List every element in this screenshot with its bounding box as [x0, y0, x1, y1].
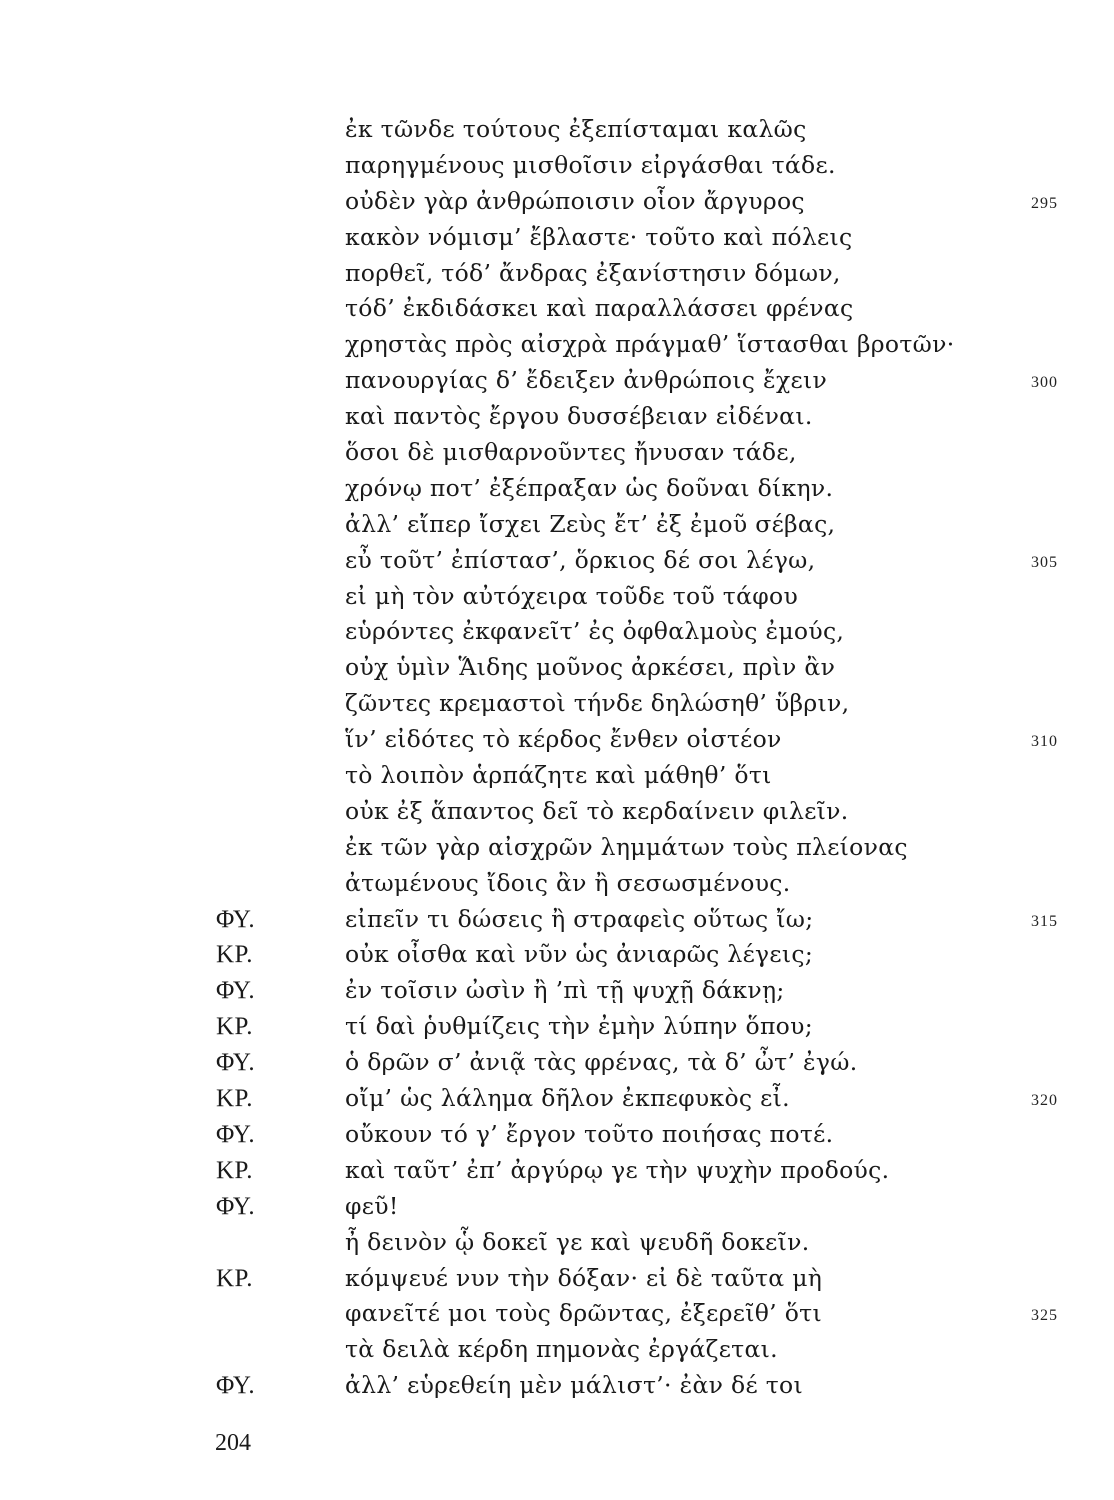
- verse-text: οὐκ ἐξ ἅπαντος δεῖ τὸ κερδαίνειν φιλεῖν.: [345, 796, 849, 825]
- speaker-label: ΚΡ.: [216, 1156, 253, 1184]
- verse-line: [0, 686, 1114, 722]
- verse-text: οὐχ ὑμὶν Ἅιδης μοῦνος ἀρκέσει, πρὶν ἂν: [345, 653, 836, 682]
- page-number: 204: [215, 1430, 251, 1456]
- verse-text: χρηστὰς πρὸς αἰσχρὰ πράγμαθ’ ἵστασθαι βροτῶν·: [345, 330, 955, 359]
- verse-line: [0, 148, 1114, 184]
- verse-line: [0, 937, 1114, 973]
- verse-line: [0, 902, 1114, 938]
- verse-line: [0, 650, 1114, 686]
- verse-text: ἵν’ εἰδότες τὸ κέρδος ἔνθεν οἰστέον: [345, 725, 782, 754]
- verse-line: [0, 614, 1114, 650]
- verse-line: [0, 256, 1114, 292]
- verse-text: τόδ’ ἐκδιδάσκει καὶ παραλλάσσει φρένας: [345, 294, 854, 323]
- verse-line: [0, 112, 1114, 148]
- verse-line: [0, 220, 1114, 256]
- verse-text: πανουργίας δ’ ἔδειξεν ἀνθρώποις ἔχειν: [345, 366, 828, 395]
- speaker-label: ΦΥ.: [216, 1192, 256, 1220]
- verse-text: ζῶντες κρεμαστοὶ τήνδε δηλώσηθ’ ὕβριν,: [345, 689, 850, 718]
- verse-line: [0, 363, 1114, 399]
- verse-line: [0, 1153, 1114, 1189]
- verse-line: [0, 758, 1114, 794]
- verse-line: [0, 1296, 1114, 1332]
- verse-text: ἐκ τῶν γὰρ αἰσχρῶν λημμάτων τοὺς πλείονας: [345, 832, 908, 861]
- verse-text: οὔκουν τό γ’ ἔργον τοῦτο ποιήσας ποτέ.: [345, 1119, 834, 1148]
- verse-line: [0, 579, 1114, 615]
- verse-line: [0, 399, 1114, 435]
- verse-line: [0, 1332, 1114, 1368]
- verse-text: ὅσοι δὲ μισθαρνοῦντες ἤνυσαν τάδε,: [345, 438, 797, 467]
- speaker-label: ΦΥ.: [216, 905, 256, 933]
- verse-line: [0, 1261, 1114, 1297]
- verse-line: [0, 830, 1114, 866]
- speaker-label: ΦΥ.: [216, 1372, 256, 1400]
- speaker-label: ΚΡ.: [216, 1013, 253, 1041]
- line-number: 300: [1031, 374, 1058, 392]
- verse-line: [0, 435, 1114, 471]
- verse-block: [0, 112, 1114, 1404]
- verse-text: ἐν τοῖσιν ὠσὶν ἢ ’πὶ τῇ ψυχῇ δάκνῃ;: [345, 976, 785, 1005]
- speaker-label: ΚΡ.: [216, 1264, 253, 1292]
- verse-text: φεῦ!: [345, 1191, 399, 1220]
- verse-line: [0, 327, 1114, 363]
- verse-text: ἀλλ’ εἴπερ ἴσχει Ζεὺς ἔτ’ ἐξ ἐμοῦ σέβας,: [345, 509, 836, 538]
- verse-text: κόμψευέ νυν τὴν δόξαν· εἰ δὲ ταῦτα μὴ: [345, 1263, 823, 1292]
- verse-text: τί δαὶ ῥυθμίζεις τὴν ἐμὴν λύπην ὅπου;: [345, 1012, 813, 1041]
- verse-text: ἀτωμένους ἴδοις ἂν ἢ σεσωσμένους.: [345, 868, 791, 897]
- verse-text: ἐκ τῶνδε τούτους ἐξεπίσταμαι καλῶς: [345, 115, 807, 143]
- line-number: 315: [1031, 912, 1058, 930]
- verse-line: [0, 1117, 1114, 1153]
- verse-text: ὁ δρῶν σ’ ἀνιᾷ τὰς φρένας, τὰ δ’ ὦτ’ ἐγώ.: [345, 1048, 858, 1077]
- speaker-label: ΦΥ.: [216, 1120, 256, 1148]
- verse-text: φανεῖτέ μοι τοὺς δρῶντας, ἐξερεῖθ’ ὅτι: [345, 1299, 822, 1328]
- verse-line: [0, 543, 1114, 579]
- speaker-label: ΚΡ.: [216, 941, 253, 969]
- line-number: 305: [1031, 553, 1058, 571]
- line-number: 320: [1031, 1092, 1058, 1110]
- verse-text: εἰ μὴ τὸν αὐτόχειρα τοῦδε τοῦ τάφου: [345, 581, 799, 610]
- line-number: 310: [1031, 733, 1058, 751]
- line-number: 325: [1031, 1307, 1058, 1325]
- verse-line: [0, 471, 1114, 507]
- verse-text: εὑρόντες ἐκφανεῖτ’ ἐς ὀφθαλμοὺς ἐμούς,: [345, 617, 845, 646]
- verse-text: οὐδὲν γὰρ ἀνθρώποισιν οἷον ἄργυρος: [345, 186, 805, 215]
- verse-text: ἀλλ’ εὑρεθείη μὲν μάλιστ’· ἐὰν δέ τοι: [345, 1371, 803, 1400]
- verse-line: [0, 1189, 1114, 1225]
- verse-text: εὖ τοῦτ’ ἐπίστασ’, ὅρκιος δέ σοι λέγω,: [345, 545, 816, 574]
- verse-text: πορθεῖ, τόδ’ ἄνδρας ἐξανίστησιν δόμων,: [345, 258, 841, 287]
- verse-text: οὐκ οἶσθα καὶ νῦν ὡς ἀνιαρῶς λέγεις;: [345, 940, 814, 969]
- verse-line: [0, 866, 1114, 902]
- verse-line: [0, 1081, 1114, 1117]
- verse-text: καὶ ταῦτ’ ἐπ’ ἀργύρῳ γε τὴν ψυχὴν προδούς.: [345, 1155, 890, 1184]
- verse-line: [0, 1009, 1114, 1045]
- verse-line: [0, 291, 1114, 327]
- verse-line: [0, 973, 1114, 1009]
- verse-text: κακὸν νόμισμ’ ἔβλαστε· τοῦτο καὶ πόλεις: [345, 222, 853, 251]
- verse-text: τὰ δειλὰ κέρδη πημονὰς ἐργάζεται.: [345, 1335, 778, 1364]
- verse-line: [0, 184, 1114, 220]
- speaker-label: ΦΥ.: [216, 1049, 256, 1077]
- verse-line: [0, 1045, 1114, 1081]
- speaker-label: ΦΥ.: [216, 977, 256, 1005]
- verse-line: [0, 722, 1114, 758]
- verse-text: οἴμ’ ὡς λάλημα δῆλον ἐκπεφυκὸς εἶ.: [345, 1084, 790, 1113]
- line-number: 295: [1031, 194, 1058, 212]
- speaker-label: ΚΡ.: [216, 1085, 253, 1113]
- verse-line: [0, 1225, 1114, 1261]
- verse-line: [0, 1368, 1114, 1404]
- verse-text: καὶ παντὸς ἔργου δυσσέβειαν εἰδέναι.: [345, 402, 813, 431]
- verse-text: παρηγμένους μισθοῖσιν εἰργάσθαι τάδε.: [345, 150, 836, 179]
- verse-text: χρόνῳ ποτ’ ἐξέπραξαν ὡς δοῦναι δίκην.: [345, 473, 834, 502]
- verse-line: [0, 794, 1114, 830]
- verse-line: [0, 507, 1114, 543]
- verse-text: ἦ δεινὸν ᾧ δοκεῖ γε καὶ ψευδῆ δοκεῖν.: [345, 1227, 810, 1256]
- verse-text: τὸ λοιπὸν ἁρπάζητε καὶ μάθηθ’ ὅτι: [345, 761, 772, 790]
- verse-text: εἰπεῖν τι δώσεις ἢ στραφεὶς οὕτως ἴω;: [345, 904, 814, 933]
